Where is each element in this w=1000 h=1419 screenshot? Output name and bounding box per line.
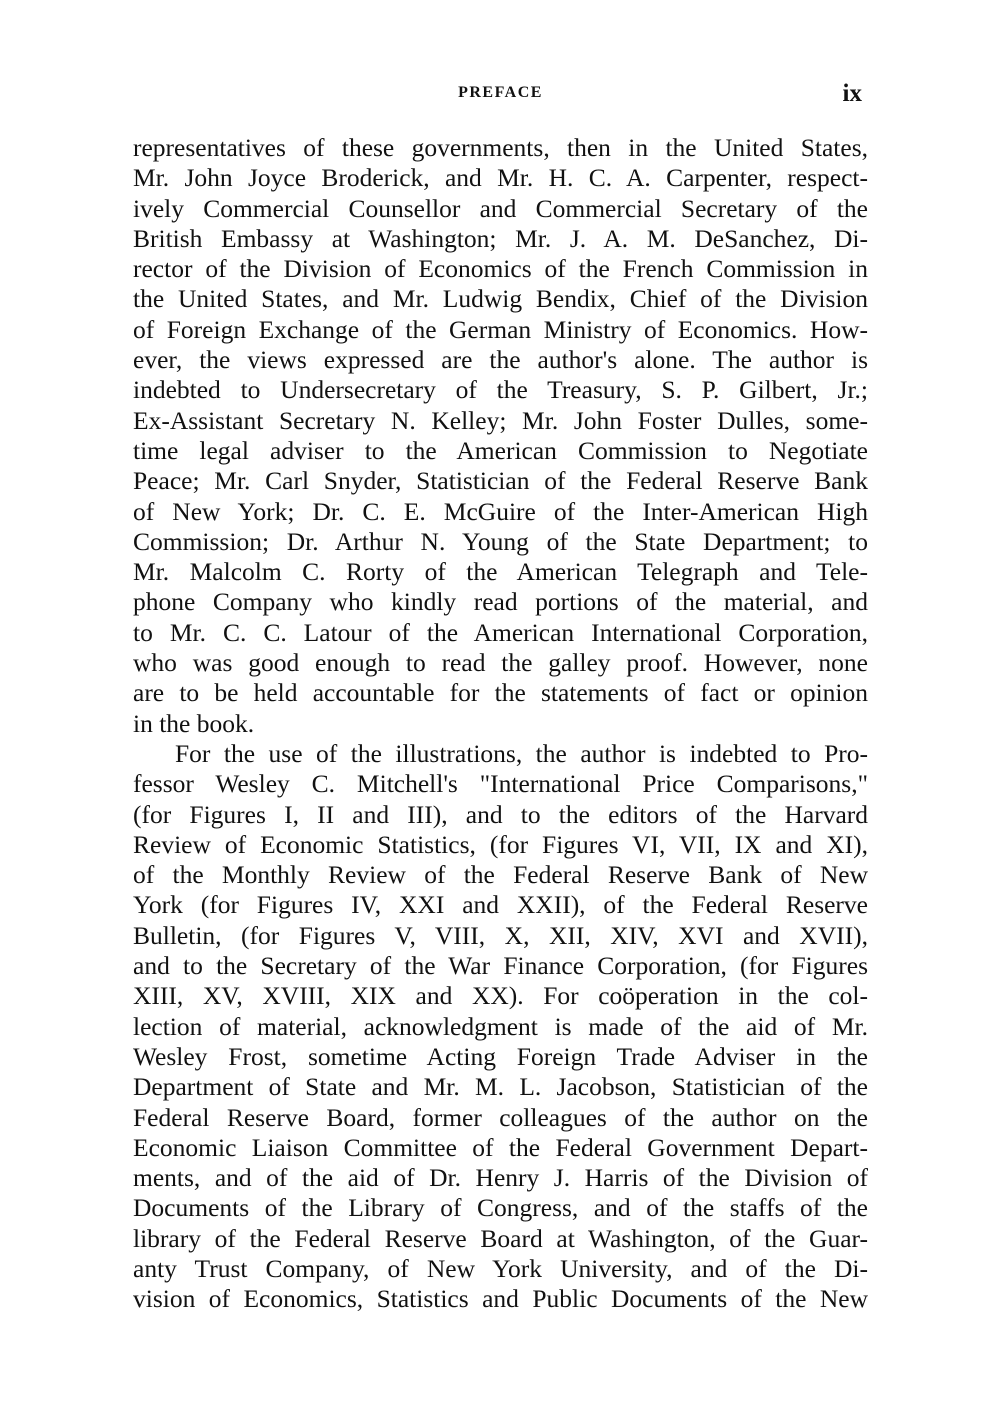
text-line: Economic Liaison Committee of the Federal Government Depart- (133, 1132, 868, 1162)
text-line: ively Commercial Counsellor and Commercial Secretary of the (133, 193, 868, 223)
text-line: Ex-Assistant Secretary N. Kelley; Mr. John Foster Dulles, some- (133, 405, 868, 435)
text-line: rector of the Division of Economics of the French Commission in (133, 254, 868, 284)
text-line: phone Company who kindly read portions of the material, and (133, 587, 868, 617)
text-line: ever, the views expressed are the author's alone. The author is (133, 345, 868, 375)
running-head (133, 82, 868, 112)
text-line: Bulletin, (for Figures V, VIII, X, XII, XIV, XVI and XVII), (133, 920, 868, 950)
text-line: Review of Economic Statistics, (for Figures VI, VII, IX and XI), (133, 829, 868, 859)
text-line: Federal Reserve Board, former colleagues of the author on the (133, 1102, 868, 1132)
text-line: Commission; Dr. Arthur N. Young of the State Department; to (133, 526, 868, 556)
text-line: For the use of the illustrations, the author is indebted to Pro- (175, 738, 868, 768)
text-line: Mr. Malcolm C. Rorty of the American Telegraph and Tele- (133, 557, 868, 587)
text-line: the United States, and Mr. Ludwig Bendix, Chief of the Division (133, 284, 868, 314)
text-line: Peace; Mr. Carl Snyder, Statistician of the Federal Reserve Bank (133, 466, 868, 496)
text-line: time legal adviser to the American Commission to Negotiate (133, 435, 868, 465)
text-line: and to the Secretary of the War Finance Corporation, (for Figures (133, 951, 868, 981)
text-line: XIII, XV, XVIII, XIX and XX). For coöperation in the col- (133, 981, 868, 1011)
text-line: are to be held accountable for the statements of fact or opinion (133, 678, 868, 708)
text-line: fessor Wesley C. Mitchell's "International Price Comparisons," (133, 769, 868, 799)
text-line: ments, and of the aid of Dr. Henry J. Harris of the Division of (133, 1163, 868, 1193)
paragraph-2 (133, 739, 868, 1315)
page-number: ix (842, 80, 862, 107)
body-text (133, 133, 868, 1315)
text-line: of the Monthly Review of the Federal Reserve Bank of New (133, 860, 868, 890)
text-line: library of the Federal Reserve Board at Washington, of the Guar- (133, 1223, 868, 1253)
text-line: Wesley Frost, sometime Acting Foreign Trade Adviser in the (133, 1041, 868, 1071)
text-line: who was good enough to read the galley proof. However, none (133, 648, 868, 678)
text-line: of Foreign Exchange of the German Ministry of Economics. How- (133, 314, 868, 344)
text-line: Documents of the Library of Congress, and of the staffs of the (133, 1193, 868, 1223)
text-line: York (for Figures IV, XXI and XXII), of the Federal Reserve (133, 890, 868, 920)
text-line: lection of material, acknowledgment is made of the aid of Mr. (133, 1011, 868, 1041)
text-line: vision of Economics, Statistics and Public Documents of the New (133, 1284, 868, 1314)
paragraph-1 (133, 133, 868, 739)
text-line: representatives of these governments, then in the United States, (133, 133, 868, 162)
text-line: (for Figures I, II and III), and to the editors of the Harvard (133, 799, 868, 829)
text-line: to Mr. C. C. Latour of the American International Corporation, (133, 617, 868, 647)
text-line: in the book. (133, 708, 255, 738)
running-title: PREFACE (458, 84, 543, 101)
text-line: anty Trust Company, of New York University, and of the Di- (133, 1253, 868, 1283)
text-line: Department of State and Mr. M. L. Jacobson, Statistician of the (133, 1072, 868, 1102)
text-line: British Embassy at Washington; Mr. J. A. M. DeSanchez, Di- (133, 223, 868, 253)
text-line: indebted to Undersecretary of the Treasury, S. P. Gilbert, Jr.; (133, 375, 868, 405)
text-line: Mr. John Joyce Broderick, and Mr. H. C. A. Carpenter, respect- (133, 163, 868, 193)
text-line: of New York; Dr. C. E. McGuire of the Inter-American High (133, 496, 868, 526)
